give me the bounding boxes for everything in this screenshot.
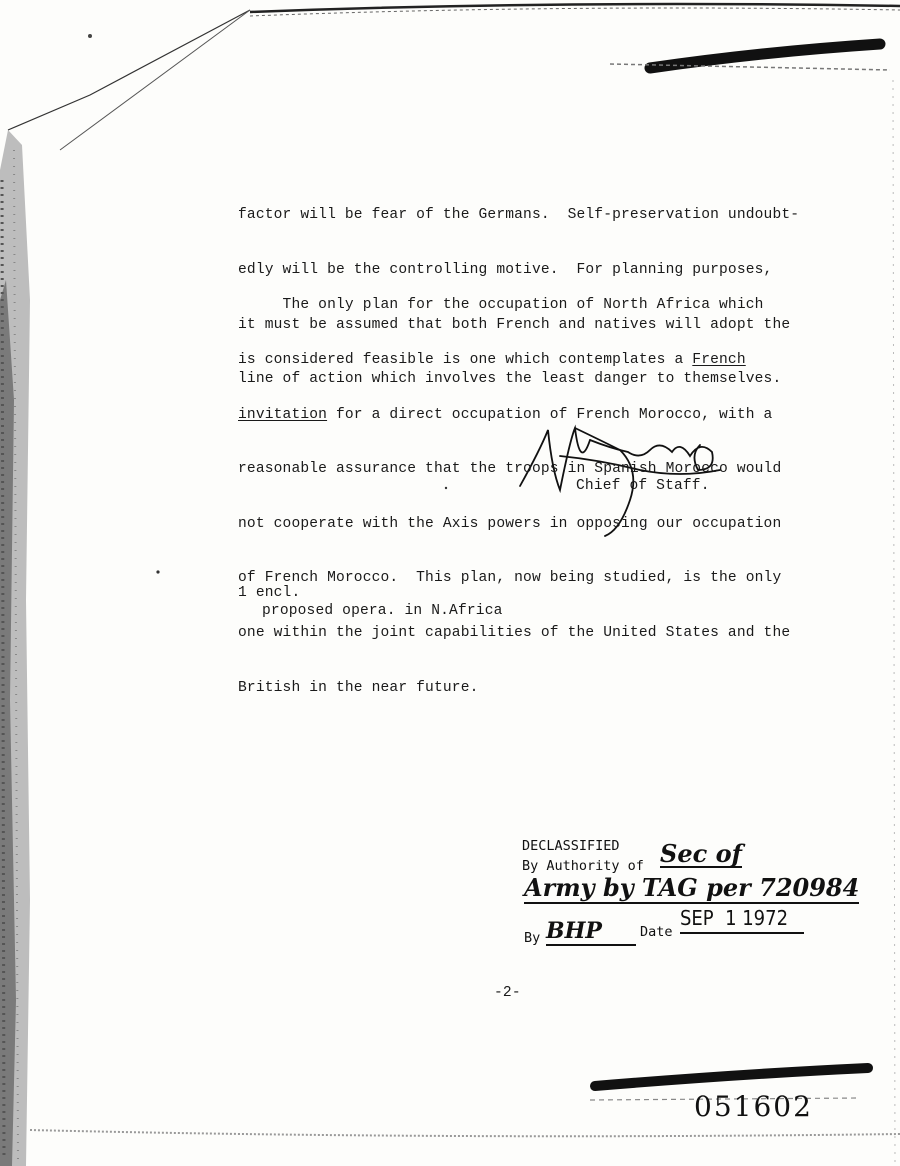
stamp-by-label: By: [524, 930, 541, 946]
signature-title: Chief of Staff.: [576, 478, 710, 494]
body-paragraph-2: [238, 260, 790, 733]
text-line: [238, 406, 790, 424]
text-line: edly will be the controlling motive. For planning purposes,: [238, 262, 773, 278]
text-line: line of action which involves the least danger to themselves.: [238, 371, 782, 388]
stamp-by-handwritten: BHP: [546, 918, 636, 946]
enclosure-count: 1 encl.: [238, 585, 301, 601]
stamp-date-value: SEP 1 1972: [680, 904, 804, 934]
enclosure-description: proposed opera. in N.Africa: [262, 603, 503, 619]
text-line: of French Morocco. This plan, now being studied, is the only: [238, 570, 782, 587]
text-line: not cooperate with the Axis powers in opposing our occupation: [238, 515, 782, 532]
archive-number: 051602: [694, 1090, 813, 1123]
text-line: factor will be fear of the Germans. Self-preservation undoubt-: [238, 207, 800, 224]
text-line: The only plan for the occupation of North Africa which: [238, 297, 764, 314]
text-segment: is considered feasible is one which contemplates a: [238, 352, 693, 368]
redaction-bar-top: [650, 44, 880, 68]
fold-line: [8, 10, 250, 130]
text-segment: for a direct occupation of French Morocco, with a: [327, 406, 773, 423]
text-line: one within the joint capabilities of the United States and the: [238, 624, 791, 641]
underlined-text: French: [692, 352, 746, 368]
stamp-heading: DECLASSIFIED: [522, 838, 620, 854]
stamp-authority-handwritten-2: Army by TAG per 720984: [524, 873, 860, 902]
stamp-authority-label: By Authority of: [522, 858, 644, 874]
text-line: [238, 351, 790, 369]
redaction-bar-bottom: [595, 1068, 868, 1086]
text-line: reasonable assurance that the troops in Spanish Morocco would: [238, 461, 782, 478]
text-line: British in the near future.: [238, 679, 479, 696]
text-line: it must be assumed that both French and natives will adopt the: [238, 316, 791, 333]
stamp-date-label: Date: [640, 924, 673, 940]
stamp-authority-handwritten-1: Sec of: [660, 839, 742, 868]
page-number: -2-: [494, 985, 521, 1001]
underlined-text: invitation: [238, 406, 328, 423]
